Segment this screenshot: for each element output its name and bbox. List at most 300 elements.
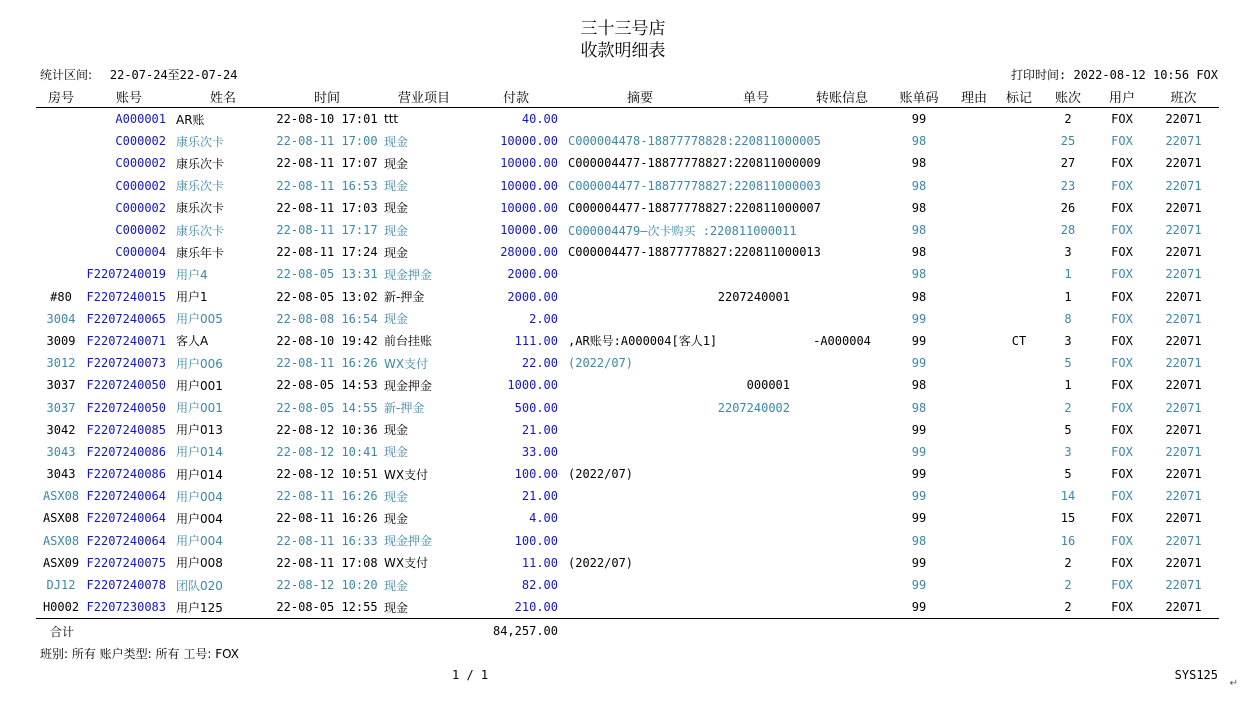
cell-reason — [950, 463, 998, 485]
table-row — [36, 352, 1219, 374]
cell-bill-code: 98 — [911, 400, 927, 415]
cell-user: FOX — [1111, 444, 1133, 459]
cell-name: 用户125 — [176, 600, 223, 615]
cell-seq: 2 — [1064, 555, 1072, 570]
cell-name: 客人A — [176, 334, 209, 349]
cell-summary — [564, 441, 716, 463]
cell-amount: 111.00 — [514, 333, 558, 348]
cell-room: 3009 — [46, 333, 76, 348]
cell-time: 22-08-05 13:31 — [276, 267, 378, 282]
cell-account: F2207240015 — [86, 289, 166, 304]
table-row — [36, 463, 1219, 485]
cell-name: 用户014 — [176, 467, 223, 482]
cell-seq: 5 — [1064, 356, 1072, 371]
cell-amount: 82.00 — [521, 578, 558, 593]
cell-reason — [950, 552, 998, 574]
cell-summary — [564, 530, 716, 552]
paragraph-return-mark: ↵ — [1229, 678, 1238, 689]
cell-order — [716, 419, 796, 441]
period-info — [40, 66, 237, 83]
cell-room: 3043 — [46, 467, 76, 482]
cell-summary — [564, 419, 716, 441]
cell-time: 22-08-11 17:00 — [276, 134, 378, 149]
cell-order — [716, 574, 796, 596]
cell-transfer — [796, 396, 888, 418]
cell-name: 康乐次卡 — [176, 223, 225, 238]
cell-reason — [950, 485, 998, 507]
cell-summary — [564, 485, 716, 507]
cell-bill-code: 99 — [911, 555, 927, 570]
cell-account: C000002 — [115, 156, 166, 171]
cell-bill-code: 99 — [911, 112, 927, 127]
cell-shift: 22071 — [1165, 578, 1202, 593]
period-label: 统计区间: — [40, 68, 93, 82]
cell-amount: 10000.00 — [500, 156, 558, 171]
cell-account: F2207240086 — [86, 444, 166, 459]
cell-mark — [998, 507, 1040, 529]
cell-seq: 8 — [1064, 311, 1072, 326]
cell-seq: 2 — [1064, 400, 1072, 415]
cell-room: 3042 — [46, 422, 76, 437]
cell-time: 22-08-11 17:03 — [276, 200, 378, 215]
cell-bill-code: 98 — [911, 533, 927, 548]
cell-time: 22-08-11 17:17 — [276, 223, 378, 238]
cell-amount: 33.00 — [521, 444, 558, 459]
cell-time: 22-08-11 16:53 — [276, 178, 378, 193]
cell-account: F2207240085 — [86, 422, 166, 437]
cell-mark — [998, 374, 1040, 396]
cell-account: F2207240064 — [86, 533, 166, 548]
cell-transfer — [796, 219, 888, 241]
cell-item: 现金 — [384, 156, 409, 171]
cell-bill-code: 99 — [911, 356, 927, 371]
cell-mark — [998, 130, 1040, 152]
cell-amount: 10000.00 — [500, 200, 558, 215]
cell-user: FOX — [1111, 511, 1133, 526]
cell-reason — [950, 441, 998, 463]
cell-amount: 11.00 — [521, 555, 558, 570]
cell-mark — [998, 352, 1040, 374]
cell-item: 现金 — [384, 578, 409, 593]
cell-summary — [564, 596, 716, 619]
cell-transfer — [796, 596, 888, 619]
totals-label: 合计 — [36, 619, 86, 644]
cell-shift: 22071 — [1165, 356, 1202, 371]
period-value: 22-07-24至22-07-24 — [109, 68, 238, 82]
cell-time: 22-08-12 10:36 — [276, 422, 378, 437]
cell-shift: 22071 — [1165, 112, 1202, 127]
cell-amount: 2000.00 — [507, 267, 558, 282]
cell-name: AR账 — [176, 112, 205, 127]
cell-account: F2207240064 — [86, 511, 166, 526]
cell-amount: 1000.00 — [507, 378, 558, 393]
cell-transfer: -A000004 — [813, 333, 871, 348]
cell-order — [716, 463, 796, 485]
cell-account: C000002 — [115, 223, 166, 238]
cell-seq: 16 — [1060, 533, 1076, 548]
report-title: 收款明细表 — [580, 41, 666, 61]
cell-item: 现金押金 — [384, 267, 433, 282]
table-row — [36, 241, 1219, 263]
cell-amount: 40.00 — [521, 112, 558, 127]
cell-item: WX支付 — [384, 556, 429, 571]
cell-amount: 21.00 — [521, 489, 558, 504]
column-header: 营业项目 — [380, 85, 468, 108]
table-row — [36, 197, 1219, 219]
cell-mark — [998, 241, 1040, 263]
cell-shift: 22071 — [1165, 511, 1202, 526]
cell-reason — [950, 507, 998, 529]
cell-summary — [564, 263, 716, 285]
cell-mark — [998, 219, 1040, 241]
cell-order — [716, 552, 796, 574]
cell-mark — [998, 596, 1040, 619]
cell-reason — [950, 130, 998, 152]
cell-mark — [998, 396, 1040, 418]
cell-item: 现金 — [384, 245, 409, 260]
cell-name: 用户4 — [176, 267, 208, 282]
totals-amount: 84,257.00 — [468, 619, 564, 644]
cell-bill-code: 99 — [911, 444, 927, 459]
cell-bill-code: 98 — [911, 267, 927, 282]
cell-transfer — [796, 374, 888, 396]
table-row — [36, 374, 1219, 396]
cell-bill-code: 99 — [911, 333, 927, 348]
cell-user: FOX — [1111, 378, 1133, 393]
cell-reason — [950, 108, 998, 131]
cell-reason — [950, 352, 998, 374]
cell-seq: 3 — [1064, 444, 1072, 459]
table-body — [36, 108, 1219, 619]
cell-time: 22-08-05 13:02 — [276, 289, 378, 304]
cell-order — [716, 530, 796, 552]
cell-summary — [564, 396, 716, 418]
cell-time: 22-08-11 16:26 — [276, 489, 378, 504]
cell-time: 22-08-11 16:26 — [276, 356, 378, 371]
cell-reason — [950, 330, 998, 352]
cell-user: FOX — [1111, 267, 1133, 282]
cell-shift: 22071 — [1165, 311, 1202, 326]
cell-mark — [998, 175, 1040, 197]
cell-shift: 22071 — [1165, 489, 1202, 504]
cell-summary — [564, 308, 716, 330]
table-row — [36, 152, 1219, 174]
cell-mark — [998, 485, 1040, 507]
cell-account: F2207230083 — [86, 600, 166, 615]
cell-mark — [998, 441, 1040, 463]
cell-transfer — [796, 419, 888, 441]
cell-seq: 25 — [1060, 134, 1076, 149]
cell-reason — [950, 152, 998, 174]
cell-item: 现金 — [384, 223, 409, 238]
cell-room: ASX08 — [42, 489, 80, 504]
cell-room — [36, 175, 86, 197]
column-header: 姓名 — [172, 85, 274, 108]
cell-name: 团队020 — [176, 578, 223, 593]
cell-order: 000001 — [746, 378, 790, 393]
cell-shift: 22071 — [1165, 333, 1202, 348]
cell-reason — [950, 308, 998, 330]
table-row — [36, 419, 1219, 441]
print-time: 打印时间: 2022-08-12 10:56 FOX — [1011, 68, 1218, 82]
cell-shift: 22071 — [1165, 600, 1202, 615]
cell-summary: (2022/07) — [568, 555, 634, 570]
cell-item: 现金 — [384, 445, 409, 460]
cell-user: FOX — [1111, 578, 1133, 593]
cell-time: 22-08-10 19:42 — [276, 333, 378, 348]
cell-mark — [998, 152, 1040, 174]
cell-user: FOX — [1111, 555, 1133, 570]
table-row — [36, 507, 1219, 529]
table-row — [36, 530, 1219, 552]
cell-bill-code: 98 — [911, 223, 927, 238]
cell-time: 22-08-05 14:53 — [276, 378, 378, 393]
cell-room: ASX09 — [42, 555, 80, 570]
cell-amount: 500.00 — [514, 400, 558, 415]
cell-mark — [998, 530, 1040, 552]
cell-amount: 10000.00 — [500, 178, 558, 193]
cell-room: 3004 — [46, 311, 76, 326]
cell-item: WX支付 — [384, 467, 429, 482]
cell-account: C000002 — [115, 178, 166, 193]
cell-room — [36, 130, 86, 152]
cell-mark — [998, 308, 1040, 330]
cell-order — [716, 352, 796, 374]
filter-summary: 班别: 所有 账户类型: 所有 工号: FOX — [40, 647, 240, 661]
cell-transfer — [796, 263, 888, 285]
cell-name: 用户005 — [176, 312, 223, 327]
cell-room: H0002 — [42, 600, 80, 615]
table-row — [36, 596, 1219, 619]
cell-name: 康乐次卡 — [176, 201, 225, 216]
column-header: 摘要 — [564, 85, 716, 108]
cell-bill-code: 99 — [911, 489, 927, 504]
cell-room — [36, 197, 86, 219]
cell-seq: 5 — [1064, 467, 1072, 482]
cell-mark: CT — [1011, 333, 1027, 348]
cell-order — [716, 507, 796, 529]
cell-item: 现金 — [384, 511, 409, 526]
column-header: 房号 — [36, 85, 86, 108]
table-row — [36, 219, 1219, 241]
cell-time: 22-08-11 17:07 — [276, 156, 378, 171]
table-row — [36, 441, 1219, 463]
cell-shift: 22071 — [1165, 156, 1202, 171]
page-number: 1 / 1 — [452, 668, 489, 682]
cell-name: 用户006 — [176, 356, 223, 371]
cell-transfer — [796, 108, 888, 131]
cell-bill-code: 98 — [911, 178, 927, 193]
cell-name: 康乐次卡 — [176, 179, 225, 194]
cell-reason — [950, 175, 998, 197]
cell-name: 康乐年卡 — [176, 245, 225, 260]
cell-item: 现金 — [384, 423, 409, 438]
cell-name: 用户004 — [176, 534, 223, 549]
cell-mark — [998, 286, 1040, 308]
cell-bill-code: 98 — [911, 134, 927, 149]
table-row — [36, 552, 1219, 574]
cell-transfer — [796, 286, 888, 308]
cell-order — [716, 441, 796, 463]
cell-account: C000004 — [115, 245, 166, 260]
table-row — [36, 108, 1219, 131]
cell-item: 现金 — [384, 600, 409, 615]
cell-shift: 22071 — [1165, 134, 1202, 149]
column-header: 账单码 — [888, 85, 950, 108]
cell-bill-code: 99 — [911, 422, 927, 437]
cell-item: 现金 — [384, 312, 409, 327]
cell-user: FOX — [1111, 356, 1133, 371]
cell-room — [36, 219, 86, 241]
table-row — [36, 396, 1219, 418]
cell-item: 现金 — [384, 489, 409, 504]
cell-name: 用户008 — [176, 556, 223, 571]
column-header: 理由 — [950, 85, 998, 108]
cell-time: 22-08-08 16:54 — [276, 311, 378, 326]
cell-room: ASX08 — [42, 511, 80, 526]
table-row — [36, 175, 1219, 197]
cell-seq: 1 — [1064, 267, 1072, 282]
cell-summary: C000004477-18877778827:220811000013 — [568, 245, 821, 260]
cell-transfer — [796, 441, 888, 463]
cell-amount: 28000.00 — [500, 245, 558, 260]
cell-account: F2207240075 — [86, 555, 166, 570]
cell-account: C000002 — [115, 134, 166, 149]
cell-name: 用户001 — [176, 401, 223, 416]
cell-summary — [564, 374, 716, 396]
cell-name: 用户1 — [176, 290, 208, 305]
cell-reason — [950, 396, 998, 418]
cell-user: FOX — [1111, 245, 1133, 260]
cell-amount: 100.00 — [514, 467, 558, 482]
cell-item: ttt — [384, 112, 399, 127]
table-row — [36, 130, 1219, 152]
cell-order — [716, 108, 796, 131]
cell-reason — [950, 574, 998, 596]
cell-name: 康乐次卡 — [176, 134, 225, 149]
cell-name: 康乐次卡 — [176, 156, 225, 171]
cell-reason — [950, 263, 998, 285]
cell-summary: C000004478-18877778828:220811000005 — [568, 134, 821, 149]
cell-shift: 22071 — [1165, 378, 1202, 393]
cell-shift: 22071 — [1165, 223, 1202, 238]
cell-seq: 2 — [1064, 600, 1072, 615]
cell-summary: (2022/07) — [568, 356, 634, 371]
cell-summary — [564, 507, 716, 529]
cell-transfer — [796, 485, 888, 507]
cell-room — [36, 263, 86, 285]
cell-amount: 2.00 — [529, 311, 558, 326]
cell-bill-code: 98 — [911, 289, 927, 304]
cell-account: F2207240078 — [86, 578, 166, 593]
cell-user: FOX — [1111, 400, 1133, 415]
cell-user: FOX — [1111, 600, 1133, 615]
cell-time: 22-08-10 17:01 — [276, 112, 378, 127]
cell-item: 新-押金 — [384, 401, 425, 416]
column-header: 转账信息 — [796, 85, 888, 108]
cell-amount: 22.00 — [521, 356, 558, 371]
cell-shift: 22071 — [1165, 200, 1202, 215]
cell-order — [716, 485, 796, 507]
cell-seq: 2 — [1064, 578, 1072, 593]
cell-time: 22-08-11 16:26 — [276, 511, 378, 526]
cell-name: 用户014 — [176, 445, 223, 460]
table-row — [36, 286, 1219, 308]
cell-user: FOX — [1111, 311, 1133, 326]
report-title-block — [0, 18, 1246, 62]
cell-transfer — [796, 507, 888, 529]
cell-summary: C000004479—次卡购买 :220811000011 — [568, 223, 797, 238]
cell-amount: 10000.00 — [500, 134, 558, 149]
cell-reason — [950, 286, 998, 308]
cell-room: 3037 — [46, 400, 76, 415]
column-header: 标记 — [998, 85, 1040, 108]
cell-room — [36, 108, 86, 131]
cell-item: 现金 — [384, 134, 409, 149]
cell-mark — [998, 108, 1040, 131]
cell-transfer — [796, 352, 888, 374]
cell-transfer — [796, 463, 888, 485]
cell-summary — [564, 286, 716, 308]
cell-reason — [950, 419, 998, 441]
cell-reason — [950, 374, 998, 396]
table-row — [36, 330, 1219, 352]
cell-user: FOX — [1111, 156, 1133, 171]
cell-bill-code: 99 — [911, 600, 927, 615]
cell-seq: 14 — [1060, 489, 1076, 504]
cell-room: 3037 — [46, 378, 76, 393]
cell-account: A000001 — [115, 112, 166, 127]
cell-name: 用户001 — [176, 378, 223, 393]
cell-bill-code: 98 — [911, 378, 927, 393]
column-header: 时间 — [274, 85, 380, 108]
cell-summary — [564, 574, 716, 596]
cell-bill-code: 99 — [911, 467, 927, 482]
column-header: 付款 — [468, 85, 564, 108]
cell-time: 22-08-05 12:55 — [276, 600, 378, 615]
cell-order — [716, 596, 796, 619]
cell-time: 22-08-12 10:20 — [276, 578, 378, 593]
cell-item: WX支付 — [384, 356, 429, 371]
cell-user: FOX — [1111, 333, 1133, 348]
cell-summary: (2022/07) — [568, 467, 634, 482]
cell-room: #80 — [50, 289, 72, 304]
cell-summary: C000004477-18877778827:220811000003 — [568, 178, 821, 193]
cell-shift: 22071 — [1165, 533, 1202, 548]
cell-name: 用户004 — [176, 489, 223, 504]
cell-room — [36, 152, 86, 174]
cell-summary: ,AR账号:A000004[客人1] — [568, 334, 718, 349]
cell-mark — [998, 463, 1040, 485]
cell-order: 2207240002 — [717, 400, 790, 415]
cell-seq: 27 — [1060, 156, 1076, 171]
cell-shift: 22071 — [1165, 245, 1202, 260]
cell-reason — [950, 596, 998, 619]
cell-account: F2207240050 — [86, 378, 166, 393]
cell-user: FOX — [1111, 422, 1133, 437]
column-header: 账号 — [86, 85, 172, 108]
cell-shift: 22071 — [1165, 422, 1202, 437]
cell-mark — [998, 552, 1040, 574]
cell-item: 现金押金 — [384, 378, 433, 393]
cell-item: 现金 — [384, 201, 409, 216]
receipt-detail-table — [36, 85, 1219, 643]
cell-user: FOX — [1111, 200, 1133, 215]
table-row — [36, 485, 1219, 507]
cell-item: 前台挂账 — [384, 334, 433, 349]
cell-seq: 1 — [1064, 378, 1072, 393]
cell-time: 22-08-11 16:33 — [276, 533, 378, 548]
